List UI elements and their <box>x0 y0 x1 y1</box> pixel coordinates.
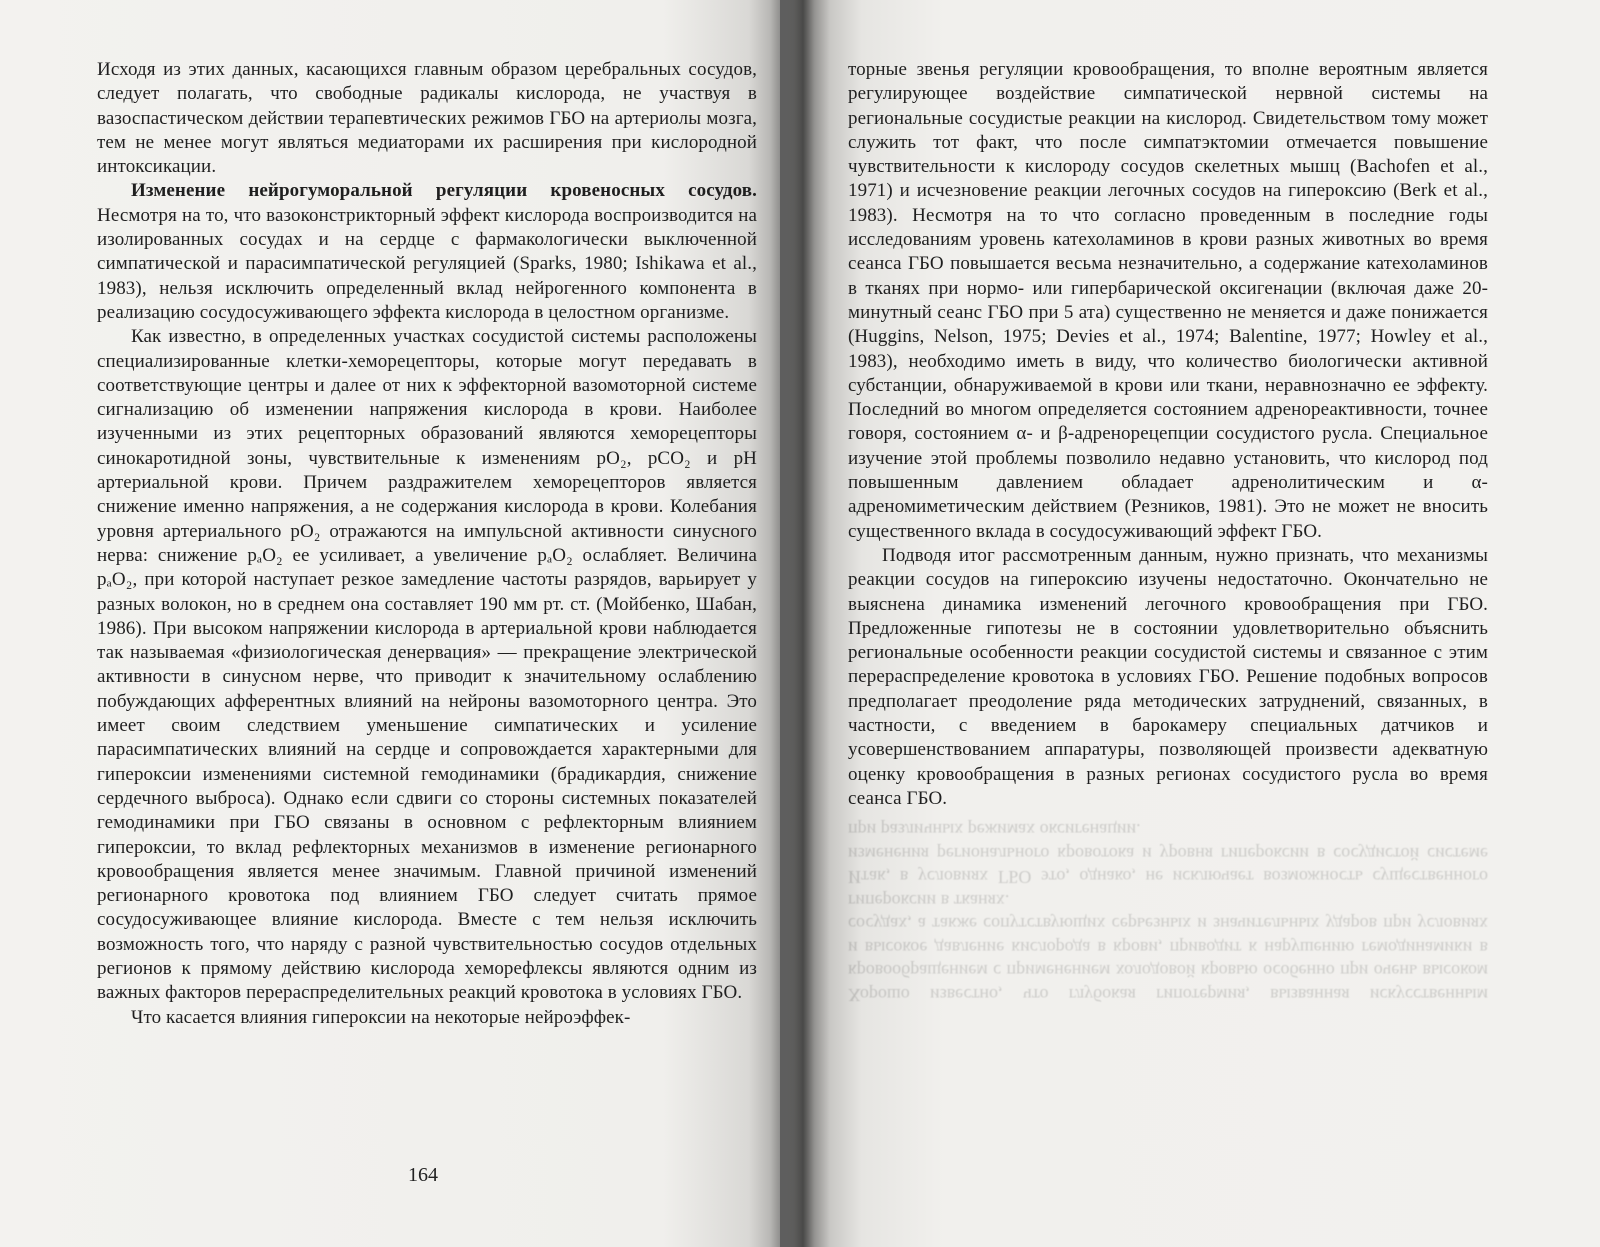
left-paragraph-2 <box>97 179 757 325</box>
left-paragraph-1: Исходя из этих данных, касающихся главным образом церебральных сосудов, следует полагать, что свободные радикалы кислорода, не участвуя в вазоспастическом действии терапевтических режимов ГБО на артериолы мозга, тем не менее могут являться медиаторами их расширения при кислородной интоксикации. <box>97 59 757 178</box>
section-heading: Изменение нейрогуморальной регуляции кровеносных сосудов. <box>131 180 757 202</box>
left-page-text <box>97 58 757 1030</box>
bleed-through-text: Хорошо известно, что глубокая гипотермия, вызванная искусственным кровообращением с применением холодовой кровью особенно при очень высоком и высокое давление кислорода в крови, приводит к нарушению гемодинамики в сосудах, а также сопутствующих серьезных и значительных ударов при условиях гипероксии в тканях. Итак, в условиях ГБО это, однако, не исключает возможность существенного изменения регионального кровотока и уровня гипероксии в сосудистой системе при различных режимах оксигенации. <box>848 820 1488 1005</box>
right-page-text <box>848 58 1488 811</box>
book-gutter-shadow <box>770 0 830 1247</box>
left-paragraph-2-body: Несмотря на то, что вазоконстрикторный эффект кислорода воспроизводится на изолированных сосудах и на сердце с фармакологически выключенной симпатической и парасимпатической регуляцией (Sparks, 1980; Ishikawa et al., 1983), нельзя исключить определенный вклад нейрогенного компонента в реализацию сосудосуживающего эффекта кислорода в целостном организме. <box>97 204 757 323</box>
right-paragraph-1: торные звенья регуляции кровообращения, то вполне вероятным является регулирующее воздействие симпатической нервной системы на региональные сосудистые реакции на кислород. Свидетельством тому может служить тот факт, что после симпатэктомии отмечается повышение чувствительности к кислороду сосудов скелетных мышц (Bachofen et al., 1971) и исчезновение реакции легочных сосудов на гипероксию (Berk et al., 1983). Несмотря на то что согласно проведенным в последние годы исследованиям уровень катехоламинов в крови разных животных во время сеанса ГБО повышается весьма незначительно, а содержание катехоламинов в тканях при нормо- или гипербарической оксигенации (включая даже 20-минутный сеанс ГБО при 5 ата) существенно не меняется и даже понижается (Huggins, Nelson, 1975; Devies et al., 1974; Balentine, 1977; Howley et al., 1983), необходимо иметь в виду, что количество биологически активной субстанции, обнаруживаемой в крови или ткани, неравнозначно ее эффекту. Последний во многом определяется состоянием адренореактивности, точнее говоря, состоянием α- и β-адренорецепции сосудистого русла. Специальное изучение этой проблемы позволило недавно установить, что кислород под повышенным давлением обладает адренолитическим и α-адреномиметическим действием (Резников, 1981). Это не может не вносить существенного вклада в сосудосуживающий эффект ГБО. <box>848 59 1488 542</box>
left-paragraph-4: Что касается влияния гипероксии на некоторые нейроэффек- <box>131 1006 631 1028</box>
right-paragraph-2: Подводя итог рассмотренным данным, нужно признать, что механизмы реакции сосудов на гипероксию изучены недостаточно. Окончательно не выяснена динамика изменений легочного кровообращения при ГБО. Предложенные гипотезы не в состоянии удовлетворительно объяснить региональные особенности реакции сосудистой системы и связанное с этим перераспределение кровотока в условиях ГБО. Решение подобных вопросов предполагает преодоление ряда методических затруднений, связанных, в частности, с введением в барокамеру специальных датчиков и усовершенствованием аппаратуры, позволяющей произвести адекватную оценку кровообращения в разных регионах сосудистого русла во время сеанса ГБО. <box>848 544 1488 809</box>
page-number-left: 164 <box>408 1164 438 1186</box>
left-paragraph-3: Как известно, в определенных участках сосудистой системы расположены специализированные клетки-хеморецепторы, которые могут передавать в соответствующие центры и далее от них к эффекторной вазомоторной системе сигнализацию об изменении напряжения кислорода в крови. Наиболее изученными из этих рецепторных образований являются хеморецепторы синокаротидной зоны, чувствительные к изменениям pO₂, pCO₂ и pH артериальной крови. Причем раздражителем хеморецепторов является снижение именно напряжения, а не содержания кислорода в крови. Колебания уровня артериального pO₂ отражаются на импульсной активности синусного нерва: снижение pₐO₂ ее усиливает, а увеличение pₐO₂ ослабляет. Величина pₐO₂, при которой наступает резкое замедление частоты разрядов, варьирует у разных волокон, но в среднем она составляет 190 мм рт. ст. (Мойбенко, Шабан, 1986). При высоком напряжении кислорода в артериальной крови наблюдается так называемая «физиологическая денервация» — прекращение электрической активности в синусном нерве, что приводит к значительному ослаблению побуждающих афферентных влияний на нейроны вазомоторного центра. Это имеет своим следствием уменьшение симпатических и усиление парасимпатических влияний на сердце и сопровождается характерными для гипероксии изменениями системной гемодинамики (брадикардия, снижение сердечного выброса). Однако если сдвиги со стороны системных показателей гемодинамики при ГБО связаны в основном с рефлекторным влиянием гипероксии, то вклад рефлекторных механизмов в изменение регионарного кровообращения является менее значимым. Главной причиной изменений регионарного кровотока под влиянием ГБО следует считать прямое сосудосуживающее влияние кислорода. Вместе с тем нельзя исключить возможность того, что наряду с разной чувствительностью сосудов отдельных регионов к прямому действию кислорода хеморефлексы являются одним из важных факторов перераспределительных реакций кровотока в условиях ГБО. <box>97 326 757 1004</box>
